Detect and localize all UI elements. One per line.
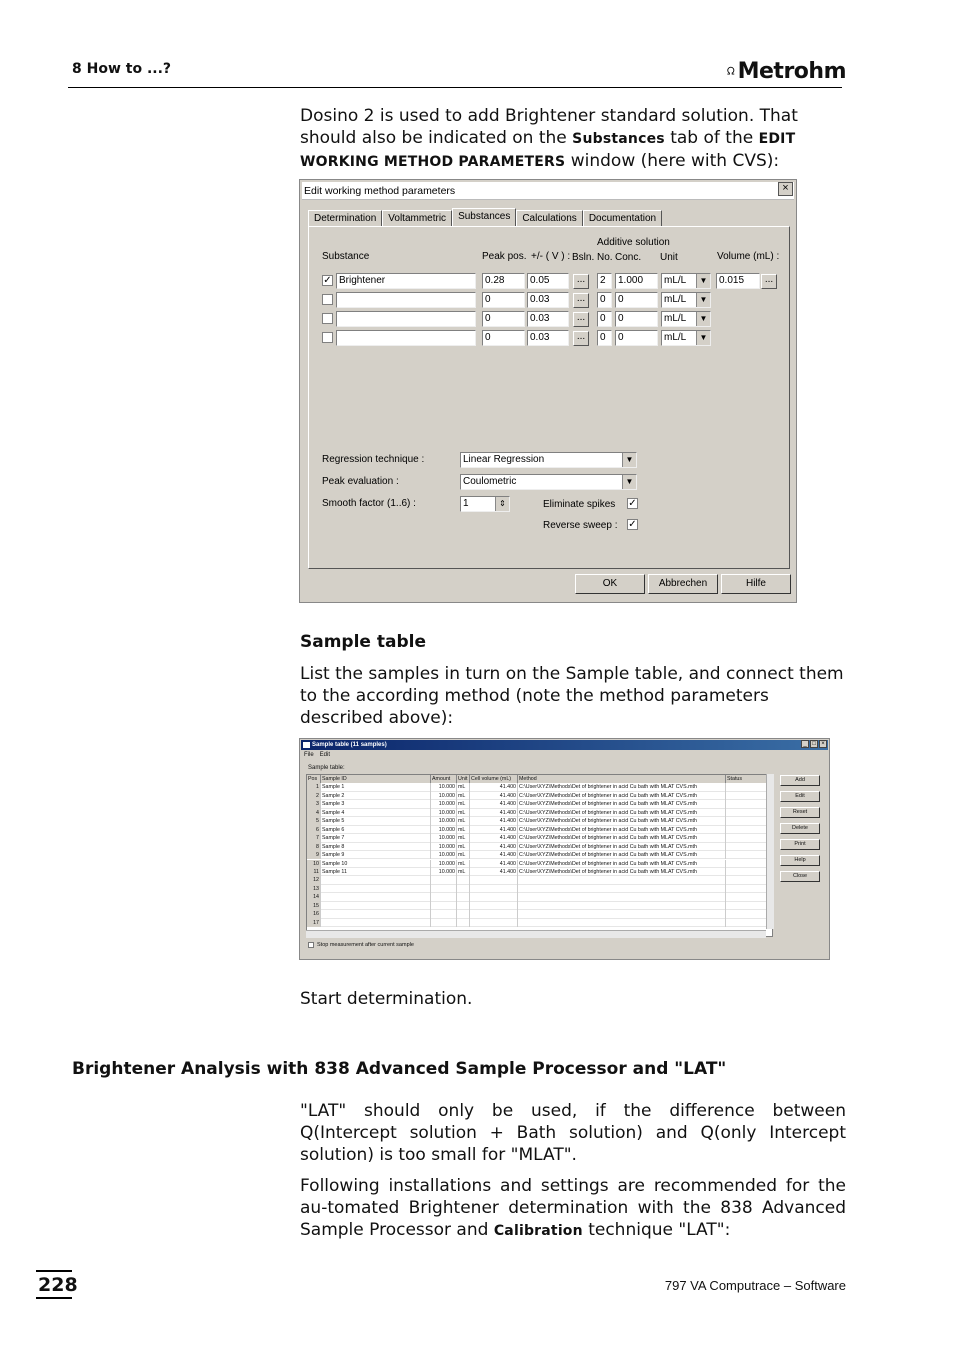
cell-pos[interactable]: 2 xyxy=(307,792,321,800)
edit-button[interactable]: Edit xyxy=(780,791,820,802)
table-row[interactable] xyxy=(307,885,773,893)
baseline-button[interactable]: ... xyxy=(573,274,589,289)
cell-unit[interactable] xyxy=(457,902,470,910)
maximize-icon[interactable]: □ xyxy=(810,740,818,748)
table-row[interactable] xyxy=(307,868,773,876)
cell-amount[interactable]: 10.000 xyxy=(431,860,457,868)
substance-name-field[interactable]: Brightener xyxy=(336,273,476,289)
sample-table-paragraph: List the samples in turn on the Sample table, and connect them to the according method (note the method parameters described above): xyxy=(300,664,844,728)
edit-method-dialog xyxy=(299,179,797,603)
cell-sample-id[interactable] xyxy=(321,902,431,910)
window-controls xyxy=(801,740,827,748)
peak-pos-field[interactable]: 0 xyxy=(482,311,525,327)
cell-unit[interactable] xyxy=(457,885,470,893)
cell-volume[interactable] xyxy=(470,893,518,901)
cell-pos[interactable]: 12 xyxy=(307,876,321,884)
cell-method[interactable]: C:\User\XYZ\Methods\Det of brightener in acid Cu bath with MLAT CVS.mth xyxy=(518,834,726,842)
additive-conc-field[interactable]: 0 xyxy=(615,311,658,327)
cell-sample-id[interactable]: Sample 11 xyxy=(321,868,431,876)
cell-amount[interactable] xyxy=(431,902,457,910)
col-method[interactable]: Method xyxy=(518,775,726,783)
cell-pos[interactable]: 5 xyxy=(307,817,321,825)
col-sample-id[interactable]: Sample ID xyxy=(321,775,431,783)
cell-method[interactable]: C:\User\XYZ\Methods\Det of brightener in acid Cu bath with MLAT CVS.mth xyxy=(518,783,726,791)
cell-unit[interactable] xyxy=(457,919,470,927)
col-tolerance: +/- ( V ) : xyxy=(531,251,571,262)
cell-method[interactable]: C:\User\XYZ\Methods\Det of brightener in acid Cu bath with MLAT CVS.mth xyxy=(518,826,726,834)
menu-file[interactable]: File xyxy=(304,752,314,758)
cell-volume[interactable]: 41.400 xyxy=(470,817,518,825)
chevron-down-icon[interactable]: ▼ xyxy=(696,331,710,345)
cell-amount[interactable]: 10.000 xyxy=(431,792,457,800)
minimize-icon[interactable]: _ xyxy=(801,740,809,748)
cell-unit[interactable]: mL xyxy=(457,860,470,868)
col-volume: Volume (mL) : xyxy=(717,251,780,262)
help-button[interactable]: Hilfe xyxy=(721,574,791,594)
chevron-down-icon[interactable]: ▼ xyxy=(696,293,710,307)
chevron-down-icon[interactable]: ▼ xyxy=(622,475,636,489)
cell-volume[interactable]: 41.400 xyxy=(470,800,518,808)
menu-bar xyxy=(304,752,330,758)
substance-name-field[interactable] xyxy=(336,311,476,327)
cell-amount[interactable] xyxy=(431,885,457,893)
cell-amount[interactable] xyxy=(431,910,457,918)
substance-checkbox[interactable] xyxy=(322,332,333,343)
additive-conc-field[interactable]: 0 xyxy=(615,292,658,308)
cell-unit[interactable]: mL xyxy=(457,800,470,808)
cell-volume[interactable]: 41.400 xyxy=(470,843,518,851)
tolerance-field[interactable]: 0.03 xyxy=(527,311,569,327)
col-no: No. xyxy=(597,252,613,263)
cell-method[interactable]: C:\User\XYZ\Methods\Det of brightener in acid Cu bath with MLAT CVS.mth xyxy=(518,860,726,868)
cell-method[interactable] xyxy=(518,902,726,910)
col-substance: Substance xyxy=(322,251,370,262)
chevron-down-icon[interactable]: ▼ xyxy=(696,312,710,326)
cell-pos[interactable]: 7 xyxy=(307,834,321,842)
cell-pos[interactable]: 11 xyxy=(307,868,321,876)
tolerance-field[interactable]: 0.05 xyxy=(527,273,569,289)
horizontal-scrollbar[interactable] xyxy=(306,930,766,938)
metrohm-logo xyxy=(726,57,846,85)
page-number: 228 xyxy=(38,1274,78,1296)
cell-pos[interactable]: 4 xyxy=(307,809,321,817)
table-row[interactable] xyxy=(307,860,773,868)
section-title: 8 How to ...? xyxy=(72,61,172,77)
cell-sample-id[interactable] xyxy=(321,919,431,927)
cell-amount[interactable]: 10.000 xyxy=(431,868,457,876)
grid-header xyxy=(307,775,773,783)
cell-unit[interactable]: mL xyxy=(457,868,470,876)
cell-amount[interactable]: 10.000 xyxy=(431,783,457,791)
lat-paragraph: "LAT" should only be used, if the difference between Q(Intercept solution + Bath solution) and Q(only Intercept solution) is too small for "MLAT". xyxy=(300,1101,846,1165)
cell-pos[interactable]: 9 xyxy=(307,851,321,859)
cell-pos[interactable]: 6 xyxy=(307,826,321,834)
logo-text: Metrohm xyxy=(737,58,846,84)
stop-measurement-checkbox[interactable] xyxy=(308,942,314,948)
smooth-stepper[interactable]: 1 ⇕ xyxy=(460,496,510,512)
cell-volume[interactable]: 41.400 xyxy=(470,809,518,817)
cell-unit[interactable] xyxy=(457,893,470,901)
cell-method[interactable]: C:\User\XYZ\Methods\Det of brightener in acid Cu bath with MLAT CVS.mth xyxy=(518,800,726,808)
cell-unit[interactable] xyxy=(457,910,470,918)
sample-table-window xyxy=(299,738,830,960)
tolerance-field[interactable]: 0.03 xyxy=(527,330,569,346)
col-additive: Additive solution xyxy=(597,237,670,248)
cell-volume[interactable] xyxy=(470,876,518,884)
cell-unit[interactable] xyxy=(457,876,470,884)
unit-select[interactable]: mL/L ▼ xyxy=(661,292,711,308)
chevron-down-icon[interactable]: ▼ xyxy=(696,274,710,288)
cell-volume[interactable]: 41.400 xyxy=(470,792,518,800)
cell-amount[interactable] xyxy=(431,893,457,901)
peak-pos-field[interactable]: 0 xyxy=(482,292,525,308)
tab-calculations[interactable]: Calculations xyxy=(516,210,582,227)
cell-method[interactable]: C:\User\XYZ\Methods\Det of brightener in acid Cu bath with MLAT CVS.mth xyxy=(518,809,726,817)
table-row[interactable] xyxy=(307,902,773,910)
cell-pos[interactable]: 13 xyxy=(307,885,321,893)
col-bsln: Bsln. xyxy=(572,252,595,263)
cell-method[interactable] xyxy=(518,919,726,927)
cell-sample-id[interactable] xyxy=(321,876,431,884)
spin-icon[interactable]: ⇕ xyxy=(495,497,509,511)
col-cell-volume[interactable]: Cell volume (mL) xyxy=(470,775,518,783)
substance-name-field[interactable] xyxy=(336,330,476,346)
peak-eval-select[interactable]: Coulometric ▼ xyxy=(460,474,637,490)
additive-conc-field[interactable]: 1.000 xyxy=(615,273,658,289)
cell-unit[interactable]: mL xyxy=(457,834,470,842)
cancel-button[interactable]: Abbrechen xyxy=(648,574,718,594)
cell-sample-id[interactable]: Sample 1 xyxy=(321,783,431,791)
cell-unit[interactable]: mL xyxy=(457,843,470,851)
table-row[interactable] xyxy=(307,843,773,851)
sample-grid xyxy=(306,774,773,937)
table-row[interactable] xyxy=(307,910,773,918)
close-button[interactable]: Close xyxy=(780,871,820,882)
cell-method[interactable]: C:\User\XYZ\Methods\Det of brightener in acid Cu bath with MLAT CVS.mth xyxy=(518,851,726,859)
cell-sample-id[interactable]: Sample 3 xyxy=(321,800,431,808)
unit-select[interactable]: mL/L ▼ xyxy=(661,311,711,327)
cell-volume[interactable] xyxy=(470,885,518,893)
col-unit[interactable]: Unit xyxy=(457,775,470,783)
app-icon xyxy=(303,742,310,748)
product-name: 797 VA Computrace – Software xyxy=(664,1278,846,1293)
cell-pos[interactable]: 15 xyxy=(307,902,321,910)
regression-select[interactable]: Linear Regression ▼ xyxy=(460,452,637,468)
cell-sample-id[interactable]: Sample 7 xyxy=(321,834,431,842)
baseline-button[interactable]: ... xyxy=(573,331,589,346)
tolerance-field[interactable]: 0.03 xyxy=(527,292,569,308)
volume-button[interactable]: ... xyxy=(761,274,777,289)
cell-volume[interactable] xyxy=(470,919,518,927)
cell-volume[interactable]: 41.400 xyxy=(470,783,518,791)
tab-documentation[interactable]: Documentation xyxy=(583,210,662,227)
substance-checkbox[interactable] xyxy=(322,294,333,305)
section-heading: Brightener Analysis with 838 Advanced Sample Processor and "LAT" xyxy=(72,1059,727,1079)
cell-pos[interactable]: 1 xyxy=(307,783,321,791)
cell-sample-id[interactable]: Sample 8 xyxy=(321,843,431,851)
eliminate-spikes-checkbox[interactable]: ✓ xyxy=(628,498,637,509)
cell-unit[interactable]: mL xyxy=(457,792,470,800)
cell-pos[interactable]: 16 xyxy=(307,910,321,918)
add-button[interactable]: Add xyxy=(780,775,820,786)
cell-volume[interactable]: 41.400 xyxy=(470,851,518,859)
cell-method[interactable]: C:\User\XYZ\Methods\Det of brightener in acid Cu bath with MLAT CVS.mth xyxy=(518,817,726,825)
cell-sample-id[interactable] xyxy=(321,910,431,918)
cell-volume[interactable] xyxy=(470,910,518,918)
cell-pos[interactable]: 14 xyxy=(307,893,321,901)
cell-unit[interactable]: mL xyxy=(457,817,470,825)
cell-volume[interactable]: 41.400 xyxy=(470,868,518,876)
close-icon[interactable]: × xyxy=(778,182,793,196)
unit-select[interactable]: mL/L ▼ xyxy=(661,273,711,289)
stop-measurement-label: Stop measurement after current sample xyxy=(317,942,414,948)
cell-unit[interactable]: mL xyxy=(457,809,470,817)
cell-sample-id[interactable]: Sample 6 xyxy=(321,826,431,834)
col-conc: Conc. xyxy=(615,252,642,263)
vertical-scrollbar[interactable] xyxy=(766,774,774,929)
col-unit: Unit xyxy=(660,252,678,263)
cell-amount[interactable]: 10.000 xyxy=(431,851,457,859)
cell-pos[interactable]: 3 xyxy=(307,800,321,808)
peak-pos-field[interactable]: 0.28 xyxy=(482,273,525,289)
table-row[interactable] xyxy=(307,800,773,808)
cell-sample-id[interactable] xyxy=(321,885,431,893)
reverse-sweep-label: Reverse sweep : xyxy=(543,520,618,531)
table-row[interactable] xyxy=(307,792,773,800)
cell-method[interactable] xyxy=(518,910,726,918)
footer-rule xyxy=(36,1297,72,1299)
col-peak-pos: Peak pos. xyxy=(482,251,527,262)
cell-amount[interactable] xyxy=(431,919,457,927)
cell-amount[interactable]: 10.000 xyxy=(431,834,457,842)
cell-pos[interactable]: 17 xyxy=(307,919,321,927)
tab-determination[interactable]: Determination xyxy=(308,210,382,227)
cell-pos[interactable]: 10 xyxy=(307,860,321,868)
cell-volume[interactable]: 41.400 xyxy=(470,826,518,834)
additive-no-field[interactable]: 2 xyxy=(597,273,612,289)
sample-table-label: Sample table: xyxy=(308,765,345,771)
header-rule xyxy=(68,87,842,88)
table-row[interactable] xyxy=(307,783,773,791)
cell-unit[interactable]: mL xyxy=(457,783,470,791)
col-status[interactable]: Status xyxy=(726,775,773,783)
window-title: Sample table (11 samples) xyxy=(301,740,828,750)
ok-button[interactable]: OK xyxy=(575,574,645,594)
chevron-down-icon[interactable]: ▼ xyxy=(622,453,636,467)
cell-amount[interactable]: 10.000 xyxy=(431,843,457,851)
col-amount[interactable]: Amount xyxy=(431,775,457,783)
substance-checkbox[interactable] xyxy=(322,313,333,324)
menu-edit[interactable]: Edit xyxy=(319,752,331,758)
cell-sample-id[interactable]: Sample 10 xyxy=(321,860,431,868)
cell-volume[interactable]: 41.400 xyxy=(470,834,518,842)
close-icon[interactable]: × xyxy=(819,740,827,748)
peak-pos-field[interactable]: 0 xyxy=(482,330,525,346)
eliminate-spikes-label: Eliminate spikes xyxy=(543,499,616,510)
smooth-label: Smooth factor (1..6) : xyxy=(322,498,416,509)
cell-sample-id[interactable]: Sample 4 xyxy=(321,809,431,817)
help-button[interactable]: Help xyxy=(780,855,820,866)
additive-no-field[interactable]: 0 xyxy=(597,311,612,327)
cell-unit[interactable]: mL xyxy=(457,826,470,834)
delete-button[interactable]: Delete xyxy=(780,823,820,834)
peak-eval-label: Peak evaluation : xyxy=(322,476,399,487)
baseline-button[interactable]: ... xyxy=(573,293,589,308)
regression-label: Regression technique : xyxy=(322,454,425,465)
cell-method[interactable] xyxy=(518,876,726,884)
cell-amount[interactable] xyxy=(431,876,457,884)
table-row[interactable] xyxy=(307,919,773,927)
col-pos[interactable]: Pos xyxy=(307,775,321,783)
cell-volume[interactable]: 41.400 xyxy=(470,860,518,868)
cell-method[interactable]: C:\User\XYZ\Methods\Det of brightener in acid Cu bath with MLAT CVS.mth xyxy=(518,843,726,851)
cell-sample-id[interactable]: Sample 2 xyxy=(321,792,431,800)
substance-name-field[interactable] xyxy=(336,292,476,308)
start-text: Start determination. xyxy=(300,989,473,1009)
table-row[interactable] xyxy=(307,851,773,859)
cell-method[interactable] xyxy=(518,893,726,901)
following-paragraph: Following installations and settings are recommended for the au-tomated Brightener determination with the 838 Advanced Sample Processor and Calibration technique "LAT": xyxy=(300,1176,846,1240)
cell-volume[interactable] xyxy=(470,902,518,910)
unit-select[interactable]: mL/L ▼ xyxy=(661,330,711,346)
sample-table-heading: Sample table xyxy=(300,632,426,652)
volume-field[interactable]: 0.015 xyxy=(716,273,760,289)
table-row[interactable] xyxy=(307,809,773,817)
table-row[interactable] xyxy=(307,826,773,834)
cell-amount[interactable]: 10.000 xyxy=(431,800,457,808)
cell-sample-id[interactable]: Sample 9 xyxy=(321,851,431,859)
footer-rule xyxy=(36,1270,72,1272)
additive-conc-field[interactable]: 0 xyxy=(615,330,658,346)
omega-icon xyxy=(726,58,736,84)
cell-method[interactable] xyxy=(518,885,726,893)
cell-method[interactable]: C:\User\XYZ\Methods\Det of brightener in acid Cu bath with MLAT CVS.mth xyxy=(518,792,726,800)
table-row[interactable] xyxy=(307,876,773,884)
table-row[interactable] xyxy=(307,893,773,901)
cell-amount[interactable]: 10.000 xyxy=(431,809,457,817)
baseline-button[interactable]: ... xyxy=(573,312,589,327)
tab-voltammetric[interactable]: Voltammetric xyxy=(382,210,452,227)
cell-sample-id[interactable] xyxy=(321,893,431,901)
additive-no-field[interactable]: 0 xyxy=(597,330,612,346)
additive-no-field[interactable]: 0 xyxy=(597,292,612,308)
table-row[interactable] xyxy=(307,834,773,842)
print-button[interactable]: Print xyxy=(780,839,820,850)
cell-method[interactable]: C:\User\XYZ\Methods\Det of brightener in acid Cu bath with MLAT CVS.mth xyxy=(518,868,726,876)
intro-paragraph: Dosino 2 is used to add Brightener standard solution. That should also be indicated on the Substances tab of the EDIT WORKING METHOD PARAMETERS window (here with CVS): xyxy=(300,106,798,171)
cell-sample-id[interactable]: Sample 5 xyxy=(321,817,431,825)
tab-substances[interactable]: Substances xyxy=(452,208,516,227)
tab-bar xyxy=(308,208,662,226)
cell-unit[interactable]: mL xyxy=(457,851,470,859)
reset-button[interactable]: Reset xyxy=(780,807,820,818)
substance-checkbox[interactable]: ✓ xyxy=(323,275,332,286)
cell-amount[interactable]: 10.000 xyxy=(431,826,457,834)
dialog-title: Edit working method parameters xyxy=(302,182,794,200)
cell-amount[interactable]: 10.000 xyxy=(431,817,457,825)
cell-pos[interactable]: 8 xyxy=(307,843,321,851)
table-row[interactable] xyxy=(307,817,773,825)
reverse-sweep-checkbox[interactable]: ✓ xyxy=(628,519,637,530)
substances-panel xyxy=(308,226,790,569)
